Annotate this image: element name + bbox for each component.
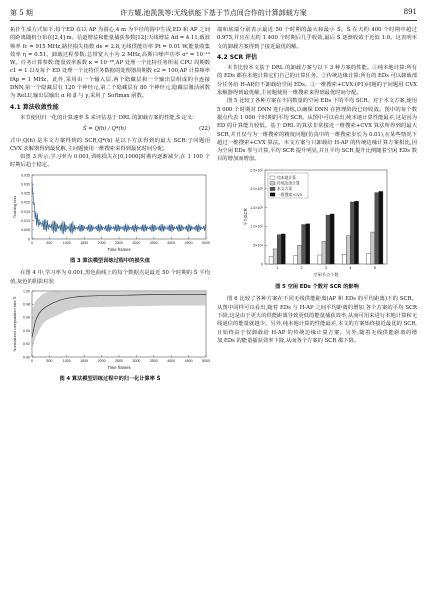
x-axis-label: Time frames [107, 246, 131, 252]
figure-5 [217, 166, 417, 281]
scr-bar-chart [217, 166, 417, 278]
running-header [10, 8, 417, 20]
x-axis-label: Time frames [107, 364, 131, 370]
y-tick-label: 0.030 [21, 182, 30, 187]
legend-label: 本文方案 [277, 186, 293, 191]
y-tick-label: 1.00 [23, 289, 30, 294]
x-tick-label: 2000 [97, 358, 106, 363]
bar [342, 254, 346, 264]
y-tick-label: 0.025 [21, 191, 30, 196]
y-axis-label: 平均SCR [243, 208, 248, 226]
x-tick-label: 5000 [202, 240, 210, 245]
section-heading-4-1: 4.1 算法收敛性能 [10, 103, 59, 111]
x-tick-label: 0 [31, 358, 33, 363]
y-tick-label: 2.0×10⁵ [250, 186, 263, 191]
x-tick-label: 4000 [167, 240, 176, 245]
bar [350, 202, 354, 264]
left-column [10, 26, 210, 388]
legend-label: 纯本地计算 [277, 175, 296, 180]
x-tick-label: 4500 [184, 240, 193, 245]
x-tick-label: 1 [276, 265, 279, 270]
y-tick-label: 0 [28, 237, 30, 242]
legend-swatch [270, 181, 275, 184]
y-tick-label: 5×10⁴ [253, 243, 263, 248]
bar [326, 215, 330, 264]
min-max-band [32, 291, 206, 350]
y-tick-label: 0.98 [23, 302, 30, 307]
paragraph: 如图 3 所示,学习率为 0.001,训练损失在[0,1000]时期内逐渐减少,在 1 100 个时期后趋于稳定。 [10, 154, 210, 169]
x-tick-label: 1000 [62, 240, 71, 245]
series-line [32, 182, 206, 234]
x-tick-label: 2 [300, 265, 303, 270]
x-tick-label: 2500 [115, 240, 123, 245]
bar [281, 234, 285, 264]
bar [277, 234, 281, 263]
bar [273, 249, 277, 264]
x-tick-label: 3 [324, 265, 328, 270]
paragraph: 图 6 比较了各种方案在不同无线供能距离(AP 和 EDs 的平均距离)下的 SCR。从图中同样可以看出,随着 EDs 与 H-AP 之间平均距离的增加,各个方案的平均 SCR 下降,这是由于更大的供能距离导致更低的能量捕获效率,从而可用来进行本地计算和无线通信的能量就越少。另外,纯本地计算的性能最差,本文的方案始终接近最优的 SCR,且始终高于仅卸载给 H-AP 的传统边缘计算方案。另外,随着无线供能距离的增加,EDs 的能量捕获效率下降,从而各个方案的 SCR 都下降。 [217, 296, 417, 344]
bar [379, 191, 383, 264]
x-tick-label: 4000 [167, 358, 176, 363]
x-tick-label: 4500 [184, 358, 193, 363]
paragraph: 式中,Q(h) 是本文方案得到的 SCR,Q*(h) 是以下方法得到的最大 SCR:子问题用 CVX 求解器得到最优解,主问题使用一维搜索来得到最优时间分配。 [10, 137, 210, 152]
legend-swatch [270, 176, 275, 179]
bar [367, 253, 371, 264]
x-tick-label: 3000 [132, 240, 141, 245]
y-tick-label: 0.94 [23, 328, 30, 333]
x-tick-label: 1500 [80, 358, 89, 363]
bar [306, 224, 310, 264]
x-tick-label: 2500 [115, 358, 123, 363]
y-tick-label: 1.0×10⁵ [250, 224, 263, 229]
bar [330, 214, 334, 264]
bar [375, 192, 379, 263]
paragraph: 本节使用归一化的计算速率 Ŝ 来评估基于 DRL 的卸载方案的性能,Ŝ 定义: [20, 114, 194, 121]
page-number: 891 [403, 8, 417, 16]
figure-3-caption: 图 3 算法模型训练过程中的损失值 [70, 258, 150, 265]
figure-4-caption: 图 4 算法模型训练过程中的归一化计算率 Ŝ [59, 376, 161, 383]
y-tick-label: 0.010 [21, 218, 30, 223]
y-tick-label: 2.5×10⁵ [250, 168, 263, 173]
figure-3 [10, 172, 210, 255]
legend-label: 传统边缘计算 [277, 181, 300, 186]
y-tick-label: 0.015 [21, 209, 30, 214]
paragraph: 在图 4 中,学习率为 0.001,黑色曲线上的每个数据点是最近 50 个时期的 Ŝ 平均值,灰色的阴影柱状 [10, 270, 210, 285]
x-tick-label: 4 [349, 265, 352, 270]
x-tick-label: 2000 [97, 240, 106, 245]
y-axis-label: Training loss [12, 195, 17, 219]
running-title: 许方耀,池凯凯等:无线供能下基于节点间合作的计算卸载方案 [120, 9, 307, 17]
right-column [217, 26, 417, 345]
bar [354, 201, 358, 264]
x-tick-label: 5000 [202, 358, 210, 363]
bar [293, 255, 297, 263]
y-tick-label: 0.035 [21, 173, 30, 178]
equation-22 [10, 125, 210, 133]
bar [322, 241, 326, 264]
loss-chart [10, 172, 210, 252]
legend-swatch [270, 193, 275, 196]
legend-label: 一维搜索+CVX [277, 192, 303, 197]
x-tick-label: 1500 [80, 240, 89, 245]
x-tick-label: 1000 [62, 358, 71, 363]
issue-number: 第 5 期 [10, 9, 33, 17]
x-tick-label: 3000 [132, 358, 141, 363]
equation-body: Ŝ = Q(h) / Q*(h) [83, 126, 127, 133]
paragraph: 拓扑生成方式如下:每个ED 在以 AP 为圆心,4 m 为半径的圆中生成,ED 和 AP 之间的距离随机分布在[2,4] m。信道增益和能量捕获参数[12]:天线增益 Ad = 4.11,载波频率 fc = 915 MHz,路径损失指数 de = 2.8,无线供能功率 Pt = 0.01 W,能量收集效率 η = 0.51。卸载过程参数:总带宽大小为 2 MHz,高斯白噪声功率 σ² = 10⁻¹² W。任务计算参数:能量效率系数 κ = 10⁻²⁸,AP 处理一个比特任务所需 CPU 周期数 c1 = 1 以及每个 ED 处理一个比特任务数据的处理器周期数 c2 = 100,AP 计算频率 fAp = 1 MHz。此外,采用由一个输入层,两个隐藏层和一个输出层组成的全连接 DNN,第一个隐藏层有 120 个神经元,第二个隐藏层有 80 个神经元,隐藏层激活函数为 ReLU,输出层输出 α 和 β 与 γ,采用了 Softmax 函数。 [10, 27, 210, 100]
x-tick-label: 5 [373, 265, 376, 270]
figure-4 [10, 288, 210, 373]
y-tick-label: 0 [261, 262, 263, 267]
y-axis-label: Normalized computation rate Ŝ [12, 296, 17, 352]
y-tick-label: 0.005 [21, 227, 30, 232]
y-tick-label: 0.020 [21, 200, 30, 205]
x-tick-label: 500 [46, 240, 53, 245]
x-tick-label: 500 [46, 358, 53, 363]
figure-5-caption: 图 5 空闲 EDs 个数对 SCR 的影响 [275, 284, 359, 291]
normalized-rate-chart [10, 288, 210, 370]
bar [346, 236, 350, 264]
y-tick-label: 0.96 [23, 315, 30, 320]
y-tick-label: 0.90 [23, 355, 30, 360]
y-tick-label: 1.5×10⁵ [250, 205, 263, 210]
equation-number: (22) [199, 126, 210, 133]
legend-swatch [270, 187, 275, 190]
paragraph: 图 5 比较了各种方案在不同数量的空闲 EDs 下的平均 SCR。对于本文方案,使用 5 000 个时期对 DNN 进行训练,以确保 DNN 在推理阶段已经收敛。图中的每个数据点代表 1 000 个时期的平均 SCR。从图中可以看出,纯本地计算性能最差,这是因为 ED 的计算能力较低。基于 DRL 的算法非常接近一维搜索+CVX 算法所得到的最大 SCR,并且仅与为一维搜索的精度问题(仿真中的一维搜索步长为 0.01),在某些情况下超过一维搜索+CVX 算法。本文方案与只卸载给 H-AP 的传统边缘计算方案相比,因为空闲 EDs 参与计算,平均 SCR 提升明显,并且平均 SCR 提升比例随着空闲 EDs 数目的增加而增加。 [217, 98, 417, 163]
bar [269, 256, 273, 264]
x-tick-label: 0 [31, 240, 33, 245]
bar [302, 224, 306, 263]
section-heading-4-2: 4.2 SCR 评估 [217, 53, 258, 61]
y-tick-label: 0.92 [23, 342, 30, 347]
bar [371, 232, 375, 264]
x-tick-label: 3500 [149, 240, 158, 245]
bar [318, 255, 322, 264]
bar [298, 245, 302, 264]
header-rule [10, 20, 417, 21]
x-axis-label: 空闲节点个数 [313, 271, 339, 277]
paragraph: 本节比较本文基于 DRL 的卸载方案与以下 3 种方案的性能。①纯本地计算:所有的 EDs 都在本地计算它们自己的计算任务。②传统边缘计算:所有的 EDs 可以卸载部分任务给 H-AP,但不卸载给空闲 EDs。③一维搜索+CVX:(P1)问题的子问题用 CVX 求解器得到最优解,主问题使用一维搜索来得到最优时间分配。 [217, 65, 417, 97]
x-tick-label: 3500 [149, 358, 158, 363]
paragraph: 端和底端分别表示最近 50 个时期的最大和最小 Ŝ。Ŝ 在大约 400 个时期中超过 0.975,并且在大约 1 400 个时期后几乎收敛,最后 Ŝ 逐渐收敛于近似 1.0。这表明本文的卸载方案得到了接近最优的解。 [217, 27, 417, 50]
